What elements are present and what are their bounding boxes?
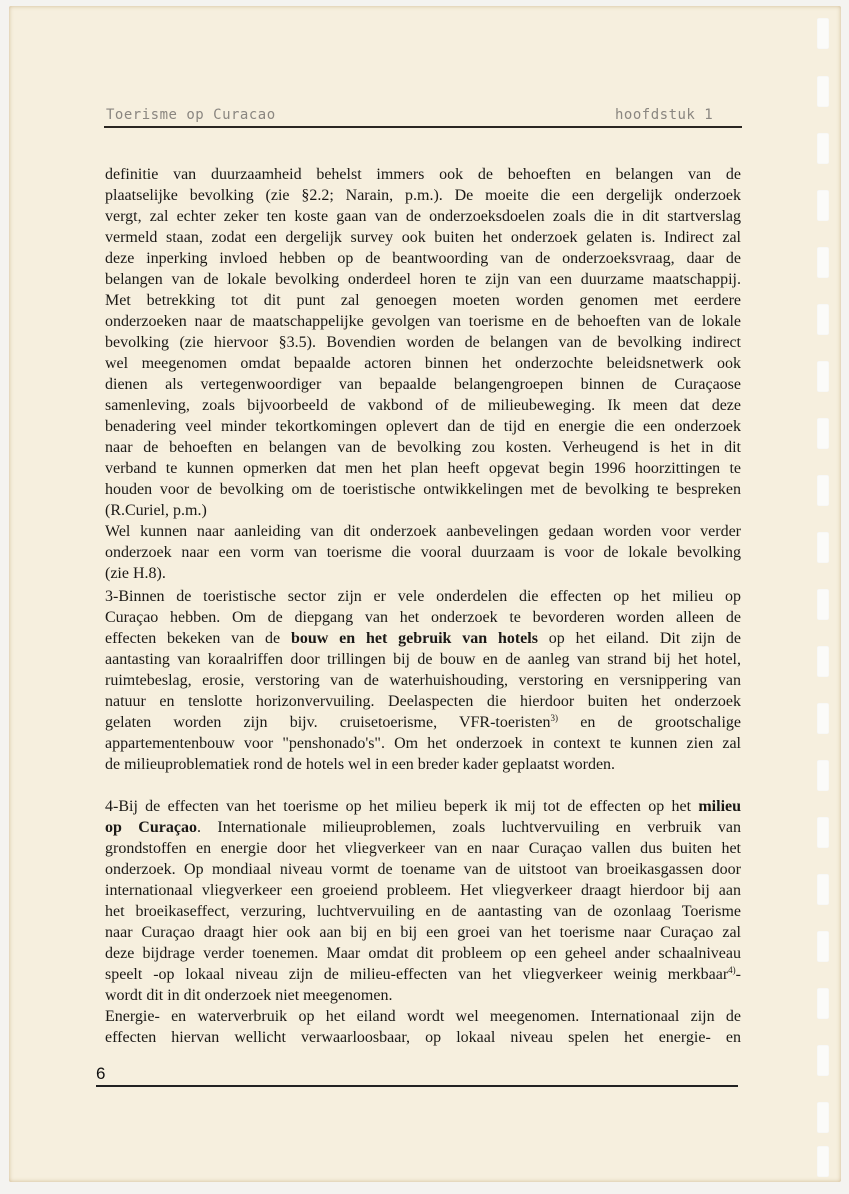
- text-line: deze inperking invloed hebben op de beantwoording van de onderzoeksvraag, daar de: [105, 250, 741, 267]
- text-span: speelt -op lokaal niveau zijn de milieu-effecten van het vliegverkeer weinig merkbaar: [105, 966, 729, 983]
- text-line: 3-Binnen de toeristische sector zijn er vele onderdelen die effecten op het milieu op: [105, 588, 741, 605]
- footnote-ref-3: 3): [550, 713, 559, 723]
- running-header-title: Toerisme op Curacao: [106, 107, 276, 123]
- binder-hole: [817, 304, 829, 335]
- text-line: definitie van duurzaamheid behelst immers ook de behoeften en belangen van de: [105, 166, 741, 183]
- footer-rule: [96, 1085, 738, 1087]
- text-line: [105, 629, 741, 649]
- text-line: samenleving, zoals bijvoorbeeld de vakbond of de milieubeweging. Ik meen dat deze: [105, 397, 741, 414]
- text-line: wordt dit in dit onderzoek niet meegenomen.: [105, 987, 393, 1004]
- footnote-ref-4: 4): [728, 965, 736, 975]
- text-line: verband te kunnen opmerken dat men het plan heeft opgevat begin 1996 hoorzittingen te: [105, 460, 741, 477]
- text-line: vergt, zal echter zeker ten koste gaan van de onderzoeksdoelen zoals die in dit startverslag: [105, 208, 741, 225]
- text-span: en de grootschalige: [580, 714, 741, 731]
- running-header-chapter: hoofdstuk 1: [615, 107, 714, 123]
- binder-hole: [817, 1102, 829, 1133]
- text-span: 4-Bij de effecten van het toerisme op het milieu beperk ik mij tot de effecten op het: [105, 798, 692, 815]
- page-number: 6: [96, 1064, 106, 1083]
- binder-hole: [817, 646, 829, 677]
- text-span: gelaten worden zijn bijv. cruisetoerisme, VFR-toeristen: [105, 714, 551, 731]
- text-line: grondstoffen en energie door het vliegverkeer van en naar Curaçao vallen dus buiten het: [105, 840, 741, 857]
- text-span: -: [735, 966, 741, 983]
- text-line: aantasting van koraalriffen door trillingen bij de bouw en de aanleg van strand bij het hotel,: [105, 651, 741, 668]
- text-line: houden voor de bevolking om de toeristische ontwikkelingen met de bevolking te bespreken: [105, 481, 741, 498]
- text-line: appartementenbouw voor "penshonado's". Om het onderzoek in context te kunnen zien zal: [105, 735, 741, 752]
- text-line: [105, 713, 741, 733]
- text-line: (R.Curiel, p.m.): [105, 502, 207, 519]
- binder-hole: [817, 874, 829, 905]
- text-line: internationaal vliegverkeer een groeiend probleem. Het vliegverkeer draagt hierdoor bij aan: [105, 882, 741, 899]
- text-span: op het eiland. Dit zijn de: [548, 630, 741, 647]
- text-line: Energie- en waterverbruik op het eiland wordt wel meegenomen. Internationaal zijn de: [105, 1008, 741, 1025]
- binder-hole: [817, 76, 829, 107]
- text-line: [105, 818, 741, 838]
- binder-hole: [817, 703, 829, 734]
- text-line: natuur en tenslotte horizonvervuiling. Deelaspecten die hierdoor buiten het onderzoek: [105, 693, 741, 710]
- text-line: [105, 797, 741, 817]
- binder-hole: [817, 418, 829, 449]
- emphasis-text: op Curaçao: [105, 819, 197, 836]
- emphasis-text: milieu: [698, 798, 741, 815]
- text-line: benadering veel minder tekortkomingen oplevert dan de tijd en energie die een onderzoek: [105, 418, 741, 435]
- emphasis-text: bouw en het gebruik van hotels: [290, 630, 538, 647]
- binder-hole: [817, 589, 829, 620]
- binder-hole: [817, 760, 829, 791]
- text-line: het broeikaseffect, verzuring, luchtvervuiling en de aantasting van de ozonlaag Toerisme: [105, 903, 741, 920]
- text-line: naar de behoeften en belangen van de bevolking zou kosten. Verheugend is het in dit: [105, 439, 741, 456]
- text-line: Met betrekking tot dit punt zal genoegen moeten worden genomen met eerdere: [105, 292, 741, 309]
- binder-hole: [817, 1045, 829, 1076]
- text-line: effecten hiervan wellicht verwaarloosbaar, op lokaal niveau spelen het energie- en: [105, 1029, 741, 1046]
- binder-hole: [817, 532, 829, 563]
- binder-hole: [817, 988, 829, 1019]
- text-line: (zie H.8).: [105, 565, 166, 582]
- text-span: . Internationale milieuproblemen, zoals luchtvervuiling en verbruik van: [196, 819, 741, 836]
- text-line: Wel kunnen naar aanleiding van dit onderzoek aanbevelingen gedaan worden voor verder: [105, 523, 741, 540]
- binder-hole: [817, 133, 829, 164]
- binder-hole: [817, 190, 829, 221]
- binder-hole: [817, 361, 829, 392]
- text-line: onderzoeken naar de maatschappelijke gevolgen van toerisme en de behoeften van de lokale: [105, 313, 741, 330]
- text-line: [105, 965, 741, 985]
- text-line: plaatselijke bevolking (zie §2.2; Narain, p.m.). De moeite die een dergelijk onderzoek: [105, 187, 741, 204]
- text-line: onderzoek naar een vorm van toerisme die vooral duurzaam is voor de lokale bevolking: [105, 544, 741, 561]
- binder-hole: [817, 247, 829, 278]
- text-line: ruimtebeslag, erosie, verstoring van de waterhuishouding, verstoring en versnippering van: [105, 672, 741, 689]
- binder-hole: [817, 18, 829, 49]
- text-line: vermeld staan, zodat een dergelijk survey ook buiten het onderzoek gelaten is. Indirect zal: [105, 229, 741, 246]
- text-line: dienen als vertegenwoordiger van bepaalde belangengroepen binnen de Curaçaose: [105, 376, 741, 393]
- binder-hole: [817, 931, 829, 962]
- binder-hole: [817, 475, 829, 506]
- text-line: de milieuproblematiek rond de hotels wel in een breder kader geplaatst worden.: [105, 756, 616, 773]
- binder-hole: [817, 1146, 829, 1177]
- binder-hole: [817, 817, 829, 848]
- text-line: onderzoek. Op mondiaal niveau vormt de toename van de uitstoot van broeikasgassen door: [105, 861, 741, 878]
- text-line: bevolking (zie hiervoor §3.5). Bovendien worden de belangen van de bevolking indirect: [105, 334, 741, 351]
- text-line: naar Curaçao draagt hier ook aan bij en bij een groei van het toerisme naar Curaçao zal: [105, 924, 741, 941]
- text-line: wel meegenomen omdat bepaalde actoren binnen het onderzochte beleidsnetwerk ook: [105, 355, 741, 372]
- text-span: effecten bekeken van de: [105, 630, 281, 647]
- text-line: deze bijdrage verder toenemen. Maar omdat dit probleem op een geheel ander schaalniveau: [105, 945, 741, 962]
- text-line: Curaçao hebben. Om de diepgang van het onderzoek te bevorderen worden alleen de: [105, 609, 741, 626]
- text-line: belangen van de lokale bevolking onderdeel horen te zijn van een duurzame maatschappij.: [105, 271, 741, 288]
- header-rule: [104, 126, 742, 128]
